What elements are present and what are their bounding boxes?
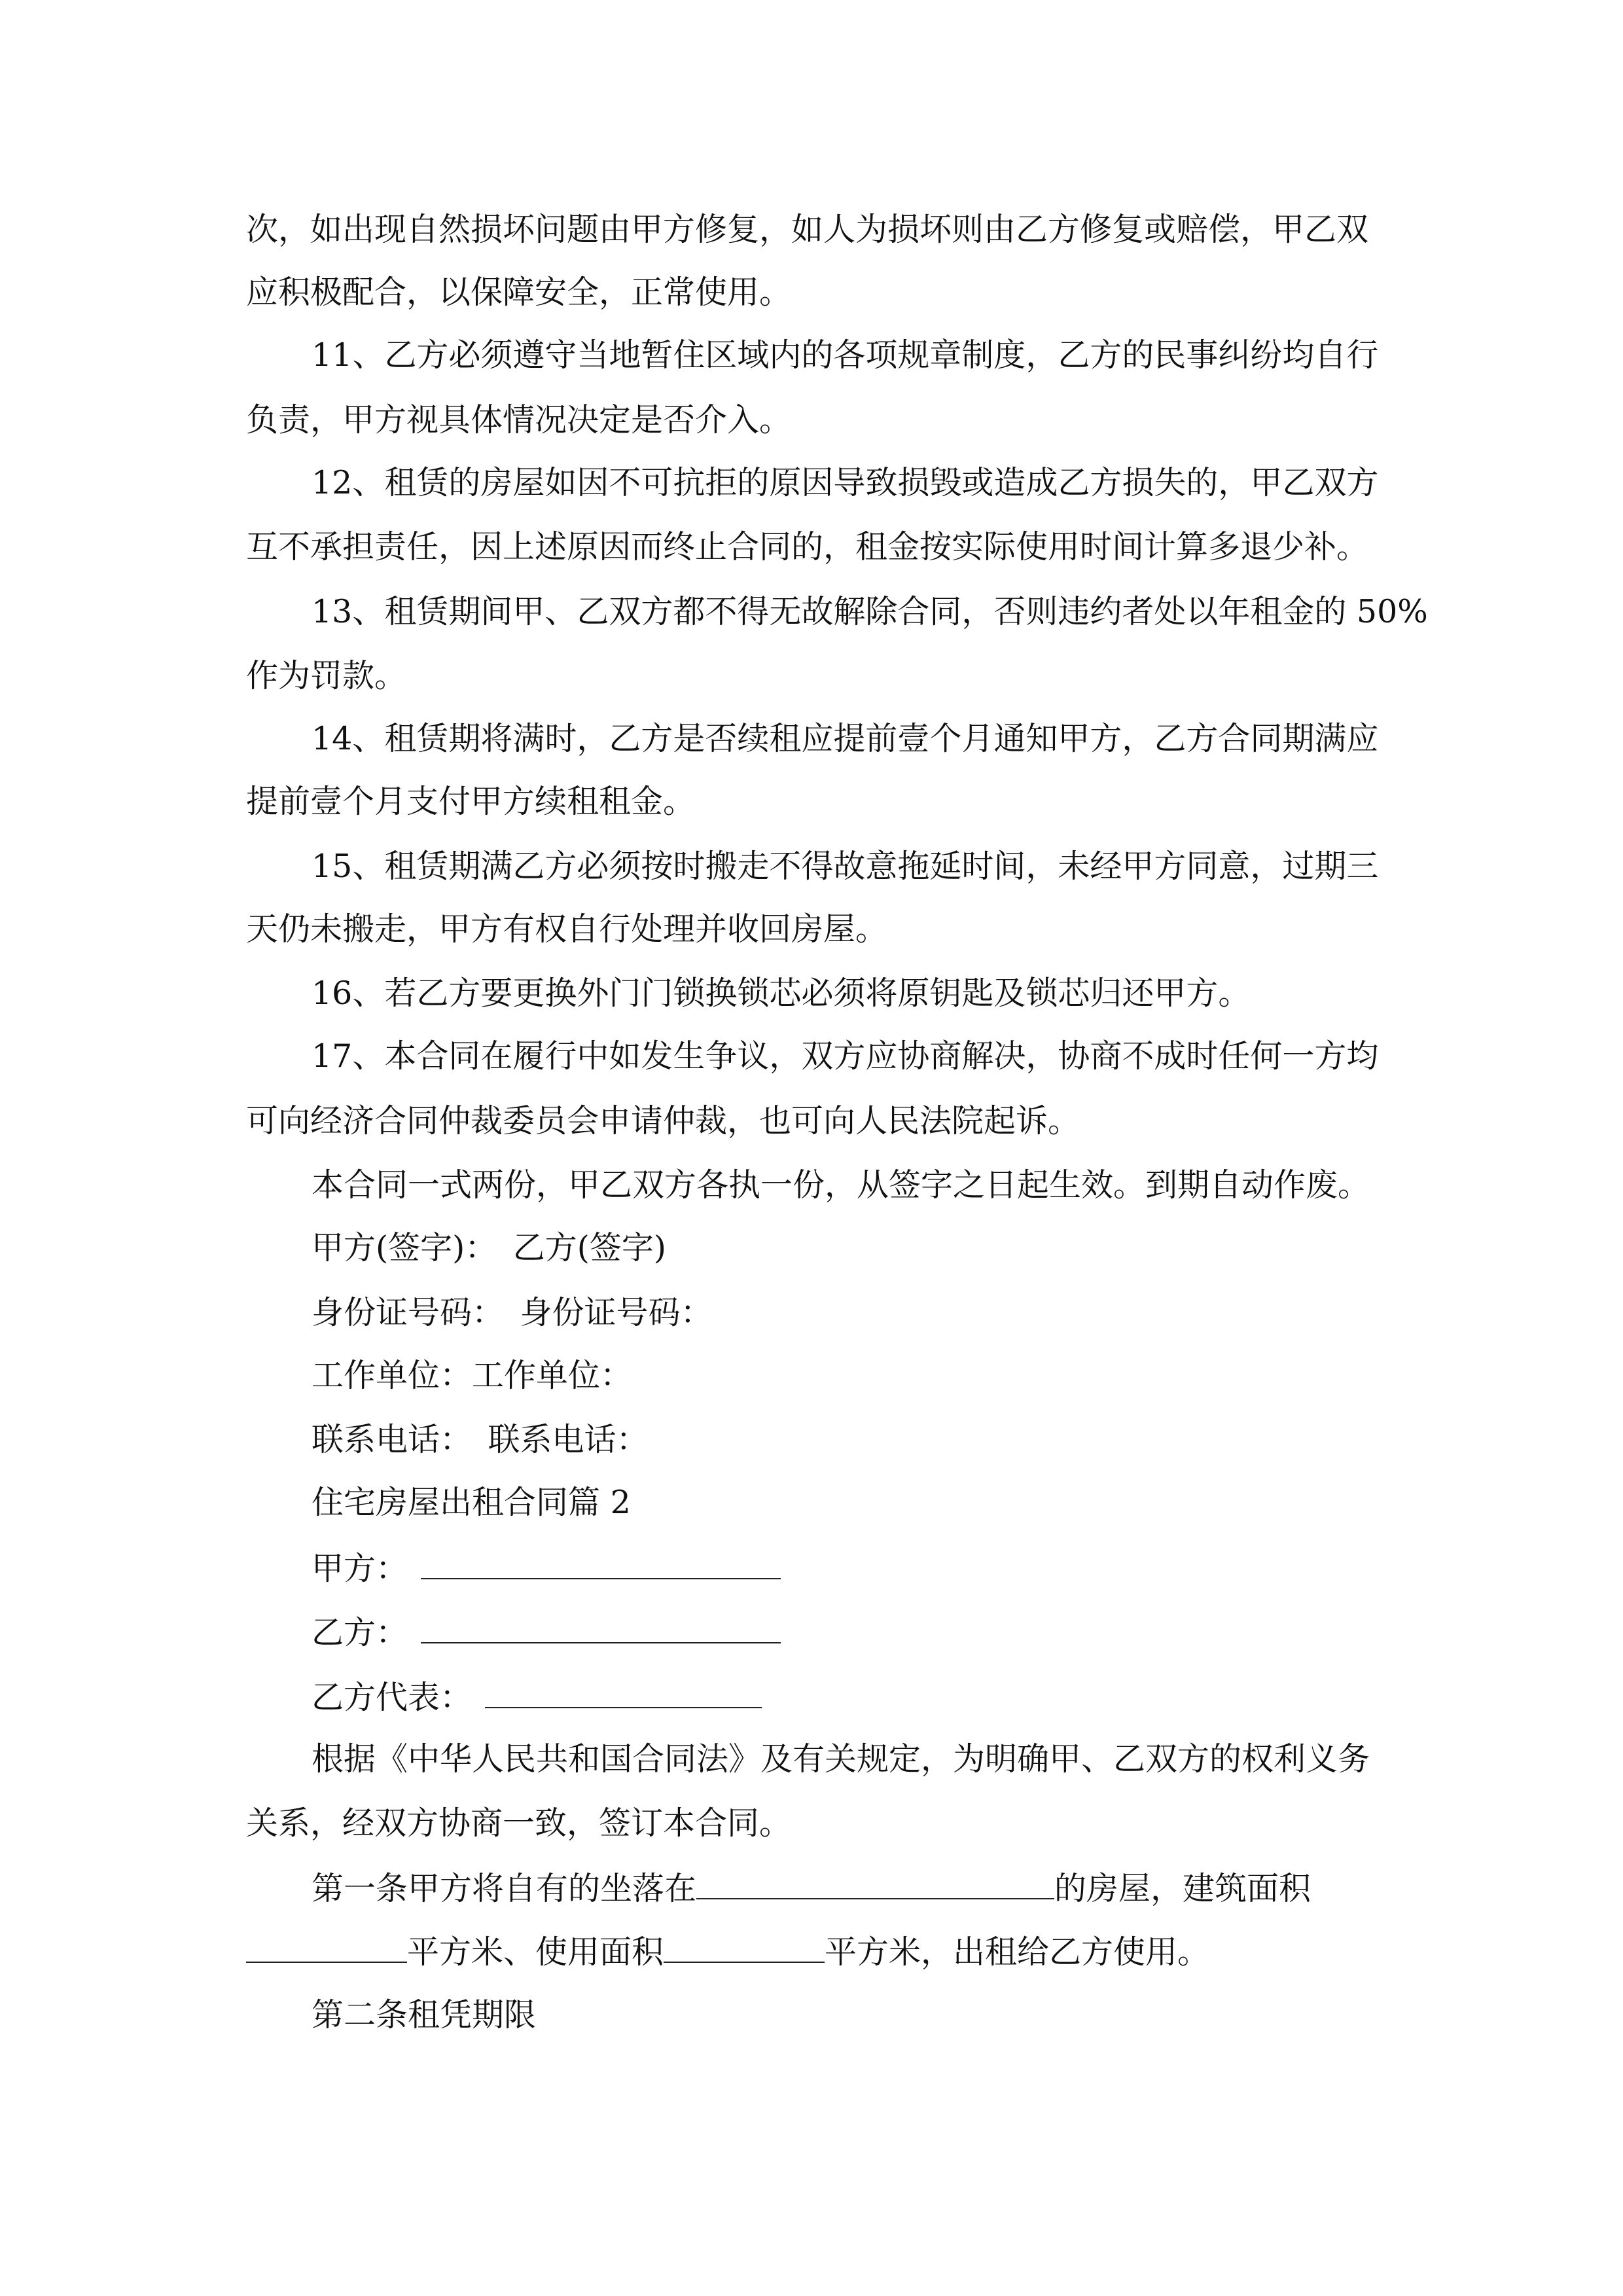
text-line: 互不承担责任，因上述原因而终止合同的，租金按实际使用时间计算多退少补。 — [246, 528, 1369, 565]
clause-14: 14、租赁期将满时，乙方是否续租应提前壹个月通知甲方，乙方合同期满应 — [312, 720, 1379, 757]
clause-13: 13、租赁期间甲、乙双方都不得无故解除合同，否则违约者处以年租金的 50% — [312, 593, 1428, 630]
text-line: 负责，甲方视具体情况决定是否介入。 — [246, 401, 792, 439]
area-text: 平方米、使用面积 — [407, 1933, 664, 1971]
clause-15: 15、租赁期满乙方必须按时搬走不得故意拖延时间，未经甲方同意，过期三 — [312, 848, 1379, 885]
party-a-blank — [421, 1548, 781, 1579]
clause-17: 17、本合同在履行中如发生争议，双方应协商解决，协商不成时任何一方均 — [312, 1037, 1379, 1075]
area-line — [246, 1931, 1209, 1972]
article-1-text: 第一条甲方将自有的坐落在 — [312, 1870, 697, 1907]
building-area-blank — [246, 1931, 407, 1963]
party-a-line — [312, 1548, 781, 1588]
text-line: 可向经济合同仲裁委员会申请仲裁，也可向人民法院起诉。 — [246, 1102, 1080, 1139]
text-line: 天仍未搬走，甲方有权自行处理并收回房屋。 — [246, 910, 888, 948]
party-b-line — [312, 1612, 781, 1653]
article-1-line — [312, 1868, 1311, 1909]
party-b-blank — [421, 1612, 781, 1643]
text-line: 关系，经双方协商一致，签订本合同。 — [246, 1804, 792, 1842]
party-b-label: 乙方： — [312, 1614, 408, 1651]
section-title: 住宅房屋出租合同篇 2 — [312, 1484, 631, 1521]
copies-clause: 本合同一式两份，甲乙双方各执一份，从签字之日起生效。到期自动作废。 — [312, 1166, 1370, 1204]
clause-16: 16、若乙方要更换外门门锁换锁芯必须将原钥匙及锁芯归还甲方。 — [312, 975, 1251, 1012]
clause-11: 11、乙方必须遵守当地暂住区域内的各项规章制度，乙方的民事纠纷均自行 — [312, 336, 1379, 374]
party-b-rep-blank — [485, 1677, 762, 1708]
phone-line: 联系电话： 联系电话： — [312, 1421, 649, 1458]
party-b-rep-label: 乙方代表： — [312, 1679, 473, 1716]
location-blank — [696, 1868, 1054, 1899]
article-2-title: 第二条租凭期限 — [312, 1996, 537, 2034]
work-unit-line: 工作单位：工作单位： — [312, 1357, 633, 1394]
text-line: 应积极配合，以保障安全，正常使用。 — [246, 274, 792, 311]
clause-12: 12、租赁的房屋如因不可抗拒的原因导致损毁或造成乙方损失的，甲乙双方 — [312, 464, 1379, 501]
party-b-rep-line — [312, 1677, 762, 1717]
usable-area-blank — [664, 1931, 825, 1963]
text-line: 次，如出现自然损坏问题由甲方修复，如人为损坏则由乙方修复或赔偿，甲乙双 — [246, 211, 1369, 248]
basis-line: 根据《中华人民共和国合同法》及有关规定，为明确甲、乙双方的权利义务 — [312, 1740, 1370, 1778]
party-a-label: 甲方： — [312, 1550, 408, 1587]
article-1-text: 的房屋，建筑面积 — [1054, 1870, 1311, 1907]
signature-line: 甲方(签字)： 乙方(签字) — [312, 1229, 666, 1266]
text-line: 作为罚款。 — [246, 657, 407, 694]
text-line: 提前壹个月支付甲方续租租金。 — [246, 783, 696, 820]
id-number-line: 身份证号码： 身份证号码： — [312, 1294, 713, 1331]
area-text: 平方米，出租给乙方使用。 — [825, 1933, 1210, 1971]
